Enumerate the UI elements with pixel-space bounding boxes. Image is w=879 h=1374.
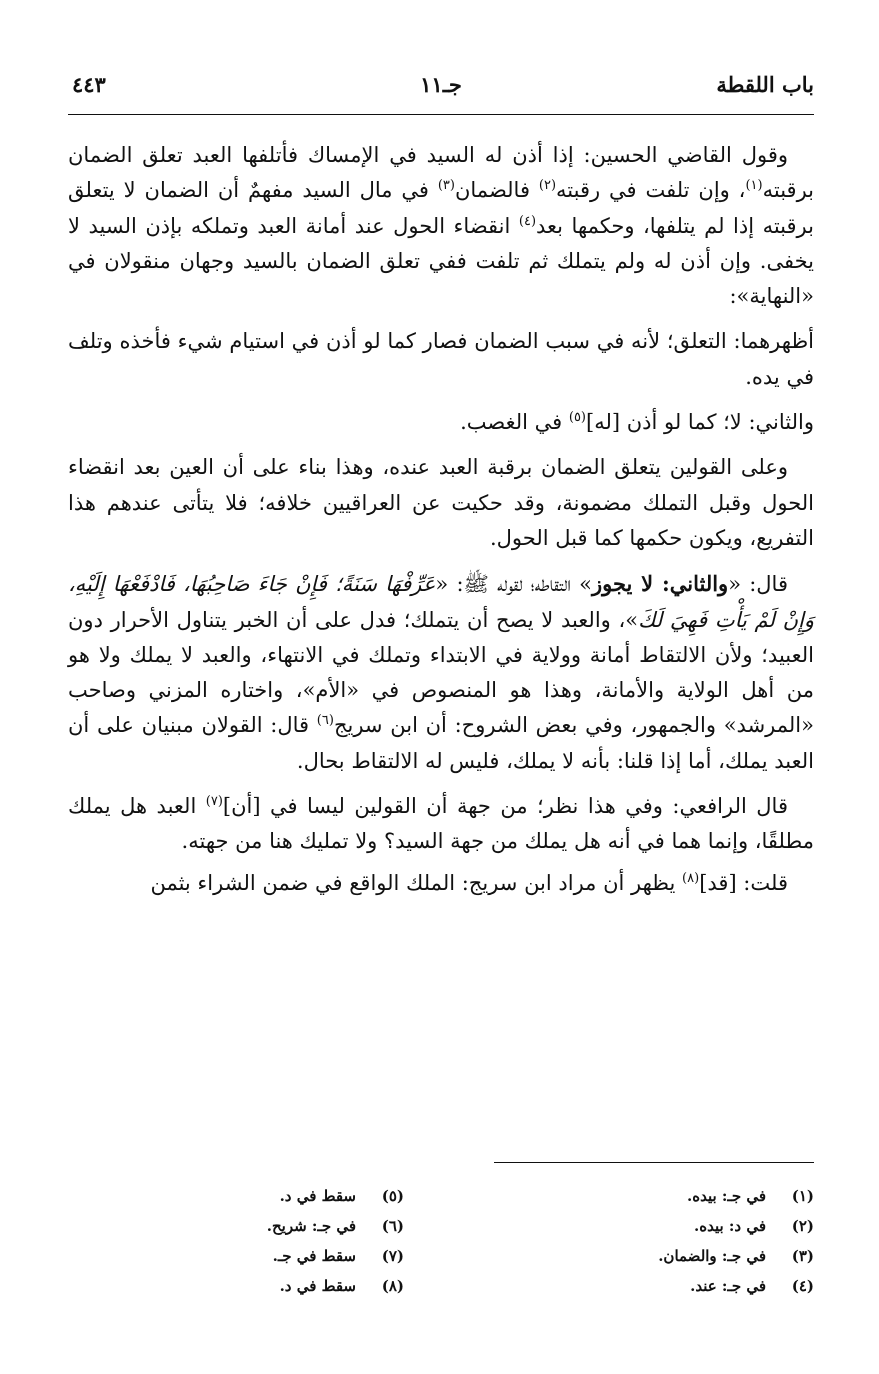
- text-run: في مال السيد مفهمٌ أن الضمان لا يتعلق برقبته إذا لم يتلفها، وحكمها بعد: [68, 178, 814, 238]
- footnote-item: [44, 1211, 404, 1241]
- page-number: ٤٤٣: [72, 72, 106, 97]
- text-run: »، والعبد لا يصح أن يتملك؛ فدل على أن الخبر يتناول الأحرار دون العبيد؛ ولأن الالتقاط أمانة وولاية في الابتداء وتملك في الانتهاء، والعبد لا يملك ولا هو من أهل الولاية والأمانة، وهذا هو المنصوص في «الأم»، واختاره المزني وصاحب «المرشد» والجمهور، وفي بعض الشروح: أن ابن سريج: [68, 607, 814, 738]
- footnote-item: [454, 1241, 814, 1271]
- paragraph: [68, 566, 814, 779]
- chapter-title: باب اللقطة: [716, 72, 814, 97]
- footnote-marker: (٧): [205, 794, 223, 810]
- footnote-item: [44, 1241, 404, 1271]
- text-run: وقول القاضي الحسين: إذا أذن له السيد في الإمساك فأتلفها العبد تعلق الضمان برقبته: [68, 143, 815, 203]
- matn-text: والثاني: لا يجوز: [591, 571, 729, 597]
- footnote-number: (١): [791, 1187, 814, 1205]
- footnote-text: سقط في د.: [279, 1277, 356, 1295]
- footnote-marker: (٤): [518, 213, 537, 229]
- text-run: ، وإن تلفت في رقبته: [556, 178, 746, 203]
- footnote-item: [454, 1271, 814, 1301]
- text-run: قال: «: [728, 572, 788, 597]
- paragraph: [68, 138, 814, 314]
- footnote-item: [44, 1271, 404, 1301]
- footnote-item: [454, 1211, 814, 1241]
- paragraph: [68, 450, 814, 556]
- text-run: قال الرافعي: وفي هذا نظر؛ من جهة أن القولين ليسا في [أن]: [222, 794, 788, 819]
- book-page: [68, 58, 814, 1338]
- footnote-number: (٤): [791, 1277, 814, 1295]
- footnote-marker: (٦): [316, 713, 334, 729]
- text-run: والثاني: لا؛ كما لو أذن [له]: [586, 410, 814, 435]
- footnote-marker: (٣): [437, 178, 455, 194]
- text-run: وعلى القولين يتعلق الضمان برقبة العبد عنده، وهذا بناء على أن العين بعد انقضاء الحول وقبل التملك مضمونة، وقد حكيت عن العراقيين خلافه؛ فلا يتأتى عندهم هذا التفريع، ويكون حكمها كما قبل الحول.: [68, 455, 814, 550]
- volume-label: جـ١١: [420, 72, 462, 97]
- footnote-text: سقط في د.: [279, 1187, 356, 1205]
- footnote-number: (٥): [381, 1187, 404, 1205]
- text-run: قلت: [قد]: [699, 870, 788, 895]
- footnote-text: في جـ: شريح.: [266, 1217, 356, 1235]
- text-run: انقضاء الحول عند أمانة العبد وتملكه بإذن السيد لا يخفى. وإن أذن له ولم يتملك ثم تلفت ففي تعلق الضمان بالسيد وجهان منقولان في «النهاية»:: [68, 213, 814, 309]
- footnote-number: (٧): [381, 1247, 404, 1265]
- running-header: [68, 58, 814, 98]
- footnote-number: (٦): [381, 1217, 404, 1235]
- main-text: [68, 138, 814, 911]
- text-run: العبد هل يملك مطلقًا، وإنما هما في أنه هل يملك من جهة السيد؟ ولا تمليك هنا من جهته.: [68, 794, 814, 854]
- text-run: في الغصب.: [460, 410, 569, 435]
- footnote-text: في جـ: عند.: [690, 1277, 766, 1295]
- footnote-number: (٨): [381, 1277, 404, 1295]
- hadith-quote: عَرِّفْهَا سَنَةً؛ فَإِنْ جَاءَ صَاحِبُهَا، فَادْفَعْهَا إِلَيْهِ، وَإِنْ لَمْ يَأْتِ فَهِيَ لَكَ: [68, 572, 814, 632]
- footnote-number: (٢): [791, 1217, 814, 1235]
- footnote-number: (٣): [791, 1247, 814, 1265]
- footnote-marker: (٥): [568, 410, 586, 426]
- text-run: فالضمان: [454, 178, 539, 203]
- paragraph: [68, 405, 814, 440]
- footnote-marker: (١): [745, 178, 763, 194]
- footnote-item: [44, 1181, 404, 1211]
- header-rule: [68, 114, 814, 115]
- footnotes-right-column: [454, 1181, 814, 1301]
- text-run: يظهر أن مراد ابن سريج: الملك الواقع في ضمن الشراء بثمن: [150, 870, 683, 895]
- paragraph: [68, 789, 814, 860]
- paragraph: [68, 866, 814, 901]
- footnote-text: في جـ: والضمان.: [658, 1247, 766, 1265]
- text-run: أظهرهما: التعلق؛ لأنه في سبب الضمان فصار كما لو أذن في استيام شيء فأخذه وتلف في يده.: [68, 329, 814, 389]
- text-run: قال: القولان مبنيان على أن العبد يملك، أما إذا قلنا: بأنه لا يملك، فليس له الالتقاط بحال.: [68, 713, 814, 773]
- footnote-marker: (٢): [538, 178, 557, 194]
- text-run: » التقاطه؛ لقوله ﷺ: «: [435, 572, 592, 597]
- footnote-marker: (٨): [682, 870, 700, 886]
- footnote-item: [454, 1181, 814, 1211]
- paragraph: [68, 324, 814, 395]
- footnote-rule: [494, 1162, 814, 1163]
- footnotes-left-column: [44, 1181, 404, 1301]
- footnote-text: في د: بيده.: [694, 1217, 766, 1235]
- footnote-text: في جـ: بيده.: [687, 1187, 766, 1205]
- footnote-text: سقط في جـ.: [272, 1247, 356, 1265]
